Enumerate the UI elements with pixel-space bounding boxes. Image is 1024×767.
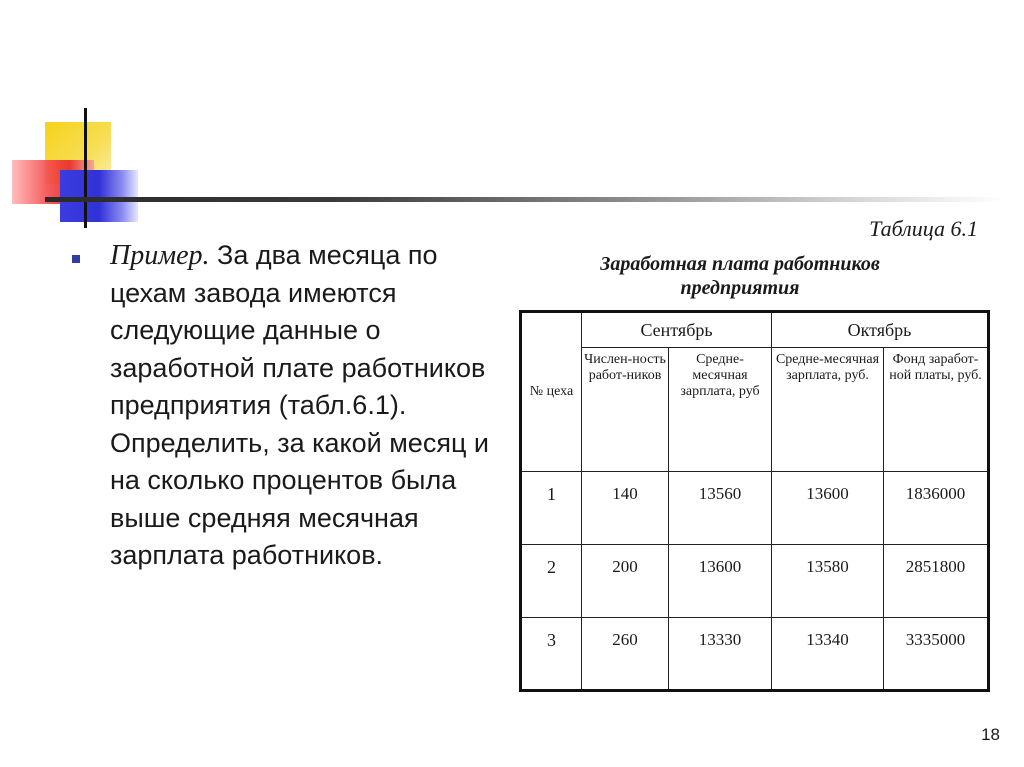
month-header-september: Сентябрь xyxy=(582,312,772,348)
row-shop-number: 1 xyxy=(521,472,582,545)
table-title: Заработная плата работников предприятия xyxy=(600,253,880,299)
cell-payroll-fund: 1836000 xyxy=(884,472,989,545)
subheader-payroll-fund: Фонд заработ-ной платы, руб. xyxy=(884,348,989,472)
example-text: За два месяца по цехам завода имеются следующие данные о заработной плате работников предприятия (табл.6.1). Определить, за какой месяц и на сколько процентов была выше средняя месячная зарплата работников. xyxy=(110,240,489,570)
cell-headcount: 200 xyxy=(582,545,669,618)
example-lead: Пример. xyxy=(110,240,210,271)
table-row xyxy=(521,472,989,545)
cell-avg-salary-sep: 13330 xyxy=(669,618,772,691)
example-paragraph xyxy=(110,237,490,575)
decor-horizontal-rule xyxy=(45,197,1005,202)
subheader-avg-salary-oct: Средне-месячная зарплата, руб. xyxy=(772,348,884,472)
cell-avg-salary-oct: 13340 xyxy=(772,618,884,691)
cell-avg-salary-oct: 13600 xyxy=(772,472,884,545)
cell-payroll-fund: 3335000 xyxy=(884,618,989,691)
row-shop-number: 2 xyxy=(521,545,582,618)
decor-vertical-line xyxy=(84,108,87,228)
table-row xyxy=(521,618,989,691)
page-number: 18 xyxy=(981,725,1000,744)
bullet-icon xyxy=(72,255,80,263)
cell-payroll-fund: 2851800 xyxy=(884,545,989,618)
shop-header: № цеха xyxy=(521,312,582,472)
month-header-october: Октябрь xyxy=(772,312,989,348)
salary-table xyxy=(519,310,990,692)
cell-headcount: 140 xyxy=(582,472,669,545)
decor-blue-square xyxy=(60,170,138,222)
table-row xyxy=(521,545,989,618)
subheader-avg-salary-sep: Средне-месячная зарплата, руб xyxy=(669,348,772,472)
cell-avg-salary-sep: 13560 xyxy=(669,472,772,545)
table-number: Таблица 6.1 xyxy=(869,216,978,241)
cell-avg-salary-sep: 13600 xyxy=(669,545,772,618)
cell-avg-salary-oct: 13580 xyxy=(772,545,884,618)
subheader-headcount: Числен-ность работ-ников xyxy=(582,348,669,472)
row-shop-number: 3 xyxy=(521,618,582,691)
cell-headcount: 260 xyxy=(582,618,669,691)
